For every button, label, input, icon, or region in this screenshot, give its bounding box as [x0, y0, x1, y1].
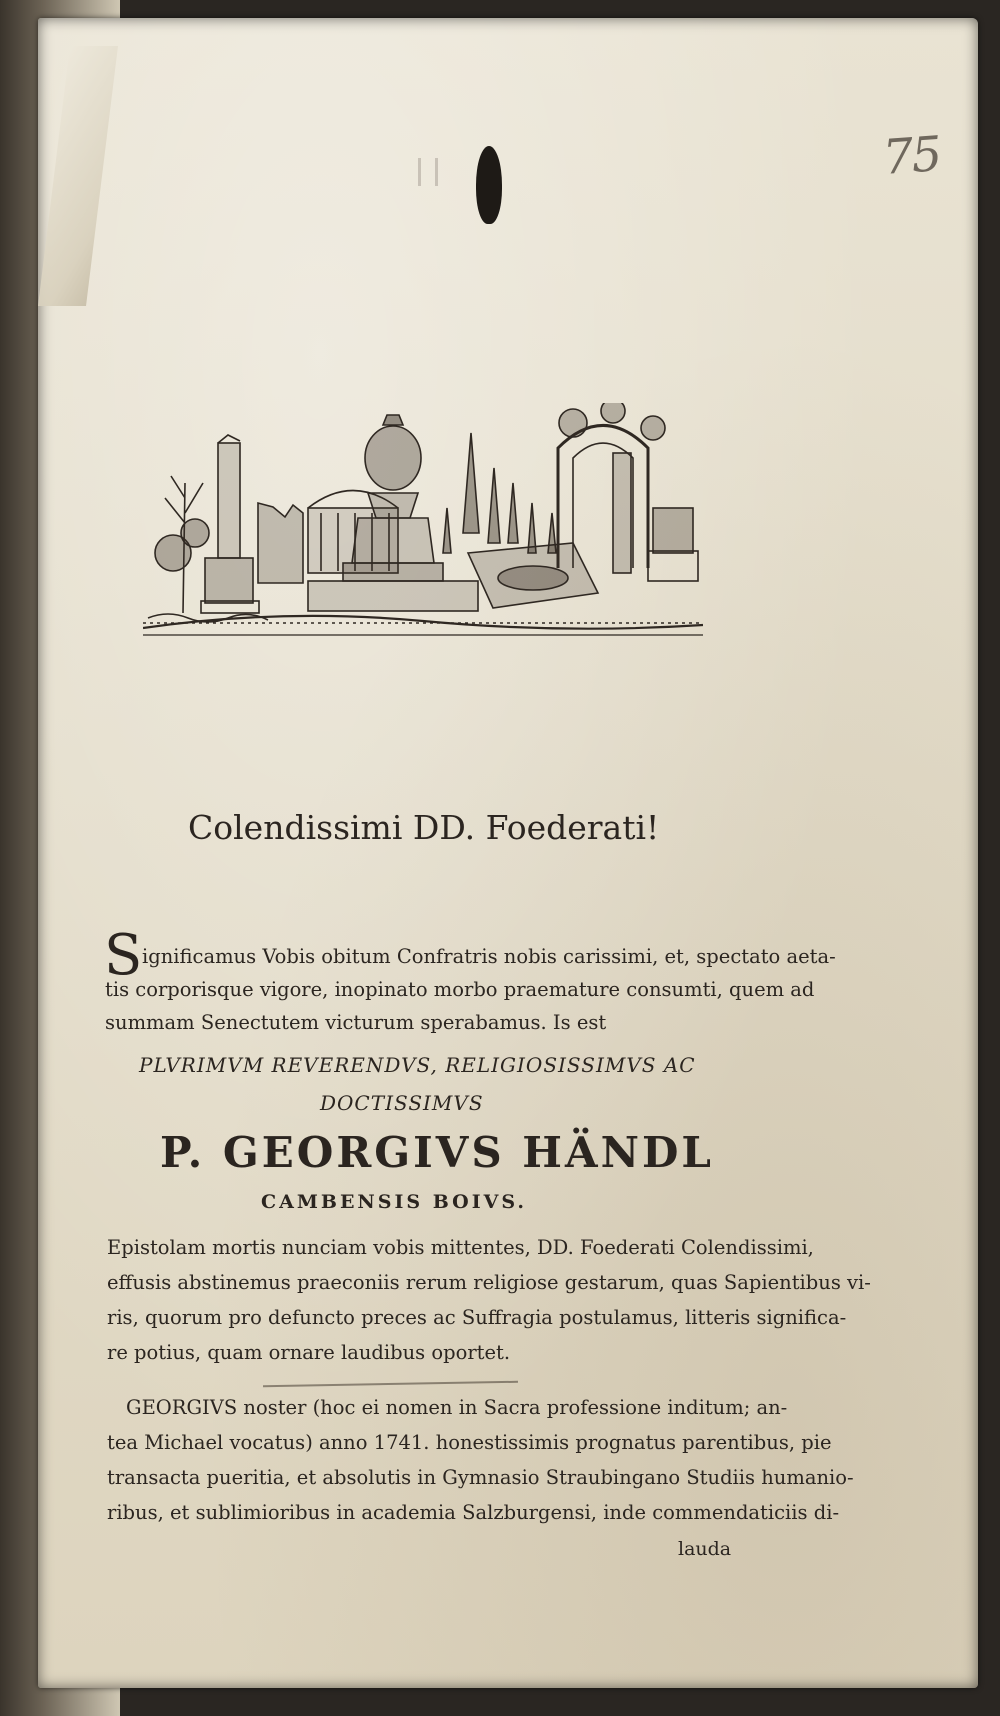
paragraph2-line: Epistolam mortis nunciam vobis mittentes, DD. Foederati Colendissimi,: [107, 1236, 814, 1259]
drop-cap: S: [104, 923, 143, 988]
paragraph3-line: GEORGIVS noster (hoc ei nomen in Sacra professione inditum; an-: [126, 1396, 788, 1419]
greeting: Colendissimi DD. Foederati!: [188, 808, 660, 847]
catchword: lauda: [678, 1538, 732, 1560]
paragraph1-line: ignificamus Vobis obitum Confratris nobis carissimi, et, spectato aeta-: [142, 945, 836, 968]
paragraph3-line: ribus, et sublimioribus in academia Salzburgensi, inde commendaticiis di-: [107, 1501, 840, 1524]
paragraph1-line: summam Senectutem victurum sperabamus. Is est: [105, 1011, 607, 1034]
origin-line: CAMBENSIS BOIVS.: [261, 1191, 527, 1213]
paragraph2-line: ris, quorum pro defuncto preces ac Suffragia postulamus, litteris significa-: [107, 1306, 847, 1329]
faint-mark: [418, 158, 438, 186]
paper-page: [38, 18, 978, 1688]
deceased-name: P. GEORGIVS HÄNDL: [160, 1128, 714, 1177]
paragraph3-line: transacta pueritia, et absolutis in Gymnasio Straubingano Studiis humanio-: [107, 1466, 854, 1489]
paragraph2-line: effusis abstinemus praeconiis rerum religiose gestarum, quas Sapientibus vi-: [107, 1271, 871, 1294]
folded-corner: [38, 46, 118, 306]
binding-hole: [476, 146, 502, 224]
title-line-2: DOCTISSIMVS: [320, 1091, 484, 1115]
separator-rule: [263, 1381, 518, 1387]
paragraph2-line: re potius, quam ornare laudibus oportet.: [107, 1341, 511, 1364]
paragraph1-line: tis corporisque vigore, inopinato morbo praemature consumti, quem ad: [105, 978, 815, 1001]
folio-number: 75: [881, 126, 942, 186]
title-line-1: PLVRIMVM REVERENDVS, RELIGIOSISSIMVS AC: [139, 1053, 696, 1077]
paragraph3-line: tea Michael vocatus) anno 1741. honestissimis prognatus parentibus, pie: [107, 1431, 832, 1454]
woodcut-vignette: [143, 403, 703, 643]
